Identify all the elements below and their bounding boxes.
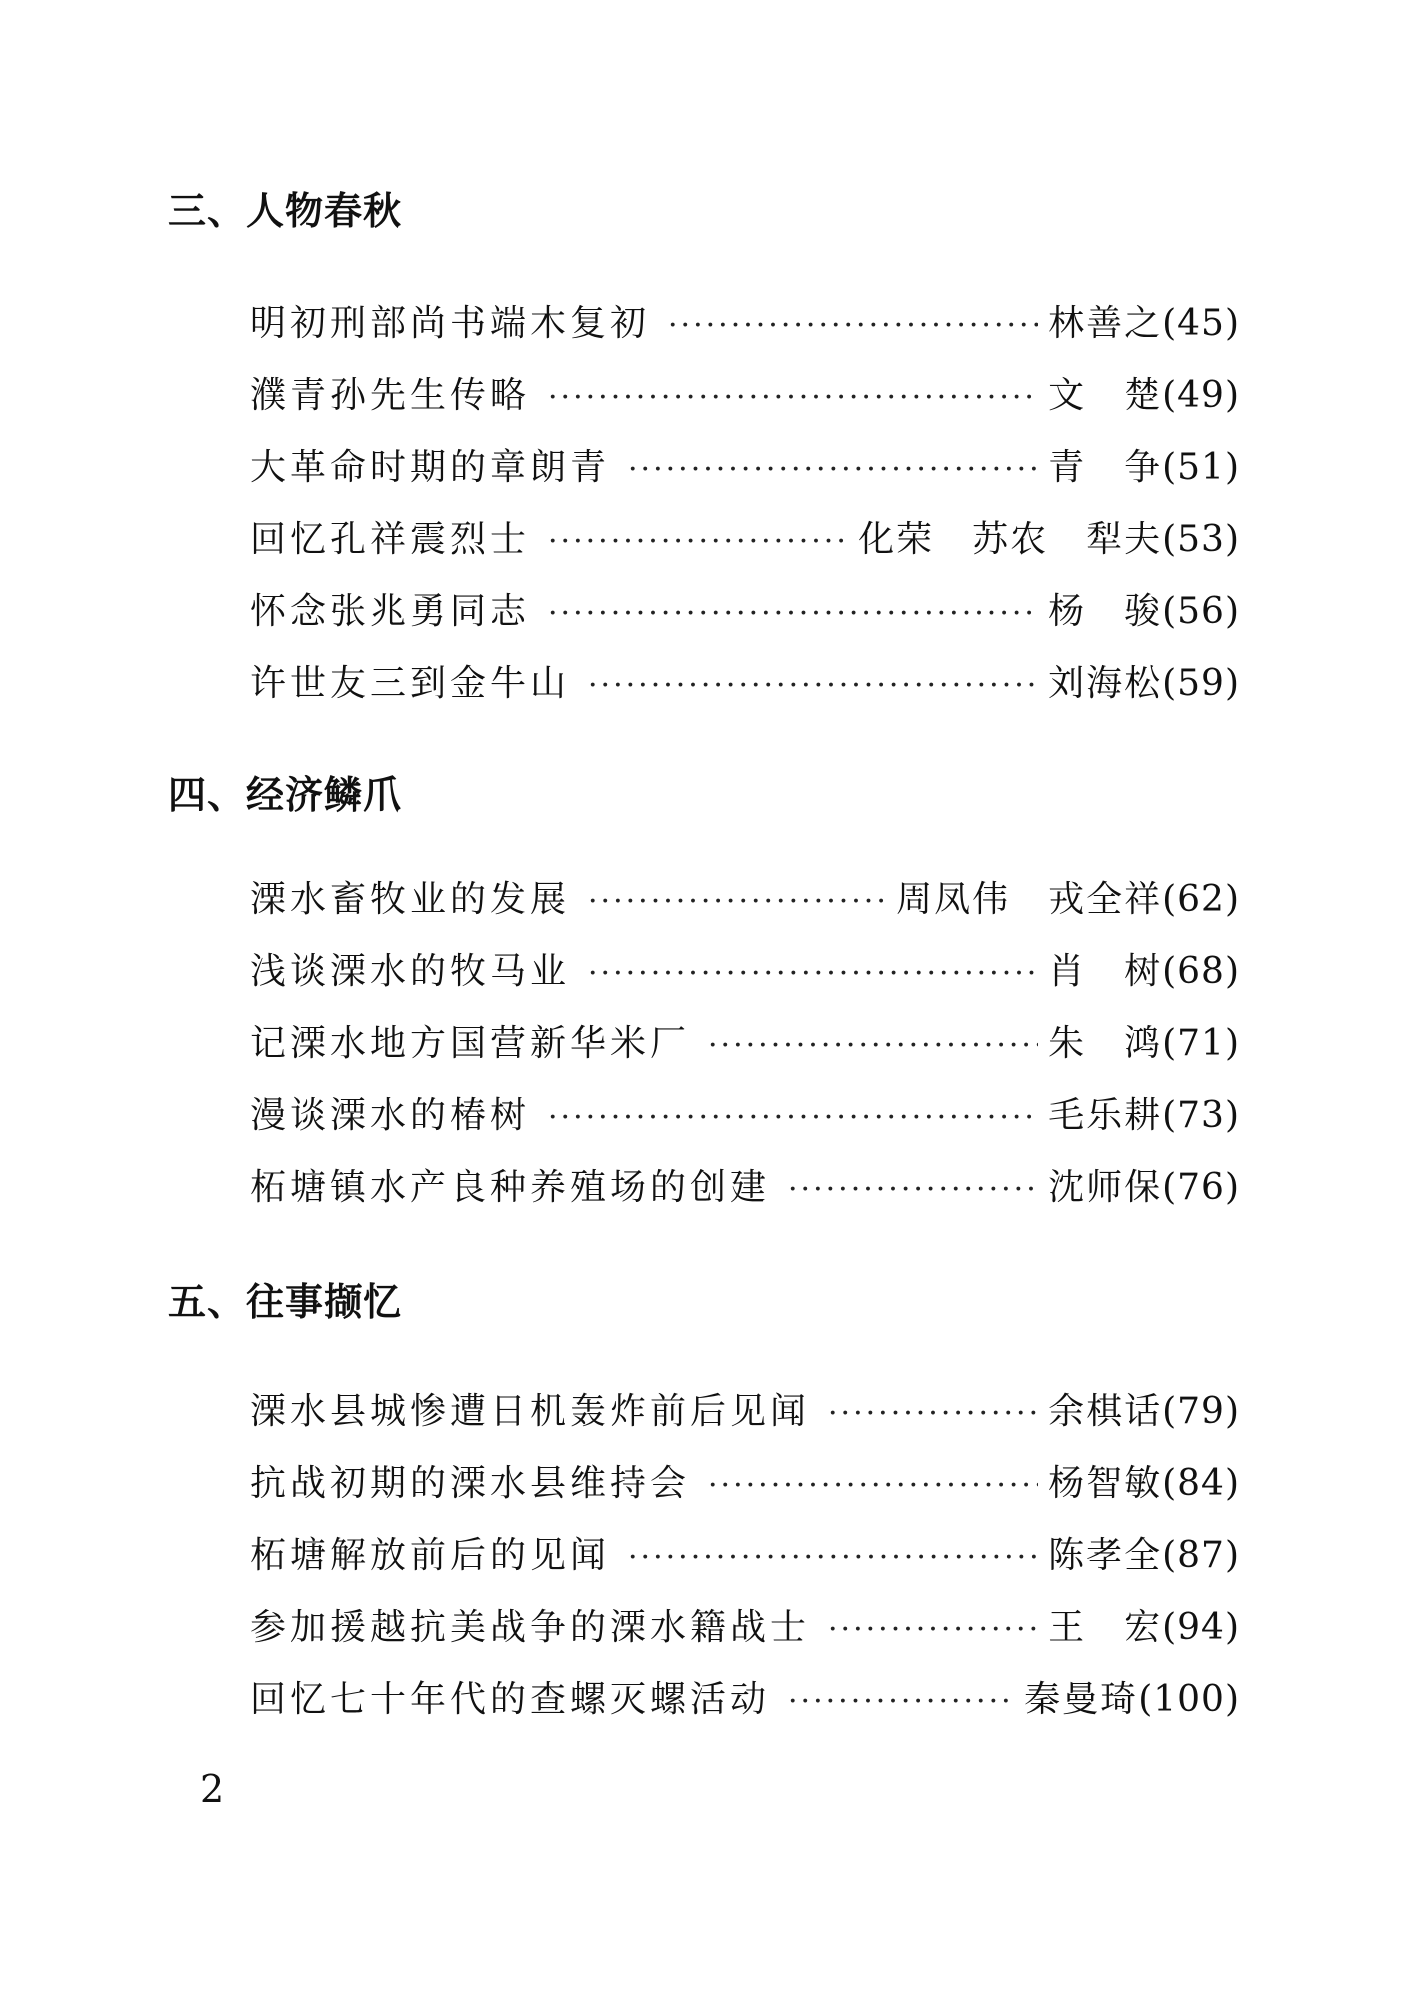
entry-page: (53) [1162, 519, 1240, 560]
entry-page: (56) [1162, 591, 1240, 632]
leader-dots [828, 1606, 1038, 1646]
entry-author: 周凤伟 戎全祥 [896, 879, 1163, 920]
leader-dots [548, 374, 1038, 414]
entry-title: 柘塘解放前后的见闻 [250, 1535, 611, 1576]
entry-author: 王 宏 [1048, 1607, 1163, 1648]
entry-page: (71) [1162, 1023, 1240, 1064]
entry-title: 溧水畜牧业的发展 [250, 879, 571, 920]
entry-author: 刘海松 [1048, 663, 1163, 704]
toc-entry [250, 294, 1240, 342]
entry-author: 秦曼琦 [1024, 1679, 1139, 1720]
entry-page: (45) [1162, 303, 1240, 344]
entry-page: (68) [1162, 951, 1240, 992]
leader-dots [668, 302, 1038, 342]
entry-title: 怀念张兆勇同志 [250, 591, 531, 632]
entry-page: (51) [1162, 447, 1240, 488]
entry-title: 柘塘镇水产良种养殖场的创建 [250, 1167, 771, 1208]
entry-title: 漫谈溧水的椿树 [250, 1095, 531, 1136]
leader-dots [588, 662, 1038, 702]
entry-page: (79) [1162, 1391, 1240, 1432]
toc-entry [250, 1382, 1240, 1430]
entry-author: 林善之 [1048, 303, 1163, 344]
section-heading: 五、往事撷忆 [168, 1280, 403, 1324]
page-number: 2 [200, 1767, 225, 1811]
entry-title: 大革命时期的章朗青 [250, 447, 611, 488]
entry-title: 浅谈溧水的牧马业 [250, 951, 571, 992]
leader-dots [788, 1166, 1038, 1206]
entry-page: (76) [1162, 1167, 1240, 1208]
entry-author: 毛乐耕 [1048, 1095, 1163, 1136]
toc-entry [250, 654, 1240, 702]
entry-page: (73) [1162, 1095, 1240, 1136]
entry-title: 明初刑部尚书端木复初 [250, 303, 651, 344]
toc-entry [250, 870, 1240, 918]
toc-entry [250, 942, 1240, 990]
toc-entry [250, 1158, 1240, 1206]
entry-page: (84) [1162, 1463, 1240, 1504]
entry-author: 文 楚 [1048, 375, 1163, 416]
toc-entry [250, 438, 1240, 486]
leader-dots [548, 1094, 1038, 1134]
leader-dots [588, 878, 886, 918]
leader-dots [828, 1390, 1038, 1430]
entry-title: 濮青孙先生传略 [250, 375, 531, 416]
entry-title: 回忆孔祥震烈士 [250, 519, 531, 560]
toc-entry [250, 366, 1240, 414]
entry-title: 参加援越抗美战争的溧水籍战士 [250, 1607, 811, 1648]
entry-author: 青 争 [1048, 447, 1163, 488]
entry-author: 肖 树 [1048, 951, 1163, 992]
toc-entry [250, 1670, 1240, 1718]
toc-entry [250, 1526, 1240, 1574]
entry-author: 杨 骏 [1048, 591, 1163, 632]
toc-entry [250, 1086, 1240, 1134]
entry-page: (49) [1162, 375, 1240, 416]
leader-dots [708, 1462, 1038, 1502]
entry-title: 许世友三到金牛山 [250, 663, 571, 704]
toc-entry [250, 1454, 1240, 1502]
leader-dots [548, 590, 1038, 630]
toc-entry [250, 1598, 1240, 1646]
entry-page: (87) [1162, 1535, 1240, 1576]
leader-dots [628, 1534, 1038, 1574]
entry-page: (59) [1162, 663, 1240, 704]
entry-title: 溧水县城惨遭日机轰炸前后见闻 [250, 1391, 811, 1432]
leader-dots [708, 1022, 1038, 1062]
section-heading: 四、经济鳞爪 [168, 773, 403, 817]
entry-author: 化荣 苏农 犁夫 [858, 519, 1163, 560]
entry-title: 抗战初期的溧水县维持会 [250, 1463, 691, 1504]
leader-dots [788, 1678, 1014, 1718]
entry-page: (100) [1138, 1679, 1240, 1720]
entry-title: 回忆七十年代的查螺灭螺活动 [250, 1679, 771, 1720]
leader-dots [628, 446, 1038, 486]
entry-author: 余棋话 [1048, 1391, 1163, 1432]
leader-dots [588, 950, 1038, 990]
entry-page: (62) [1162, 879, 1240, 920]
section-heading: 三、人物春秋 [168, 189, 403, 233]
entry-author: 杨智敏 [1048, 1463, 1163, 1504]
entry-author: 沈师保 [1048, 1167, 1163, 1208]
toc-entry [250, 1014, 1240, 1062]
toc-entry [250, 582, 1240, 630]
toc-entry [250, 510, 1240, 558]
entry-page: (94) [1162, 1607, 1240, 1648]
entry-title: 记溧水地方国营新华米厂 [250, 1023, 691, 1064]
leader-dots [548, 518, 848, 558]
entry-author: 陈孝全 [1048, 1535, 1163, 1576]
entry-author: 朱 鸿 [1048, 1023, 1163, 1064]
